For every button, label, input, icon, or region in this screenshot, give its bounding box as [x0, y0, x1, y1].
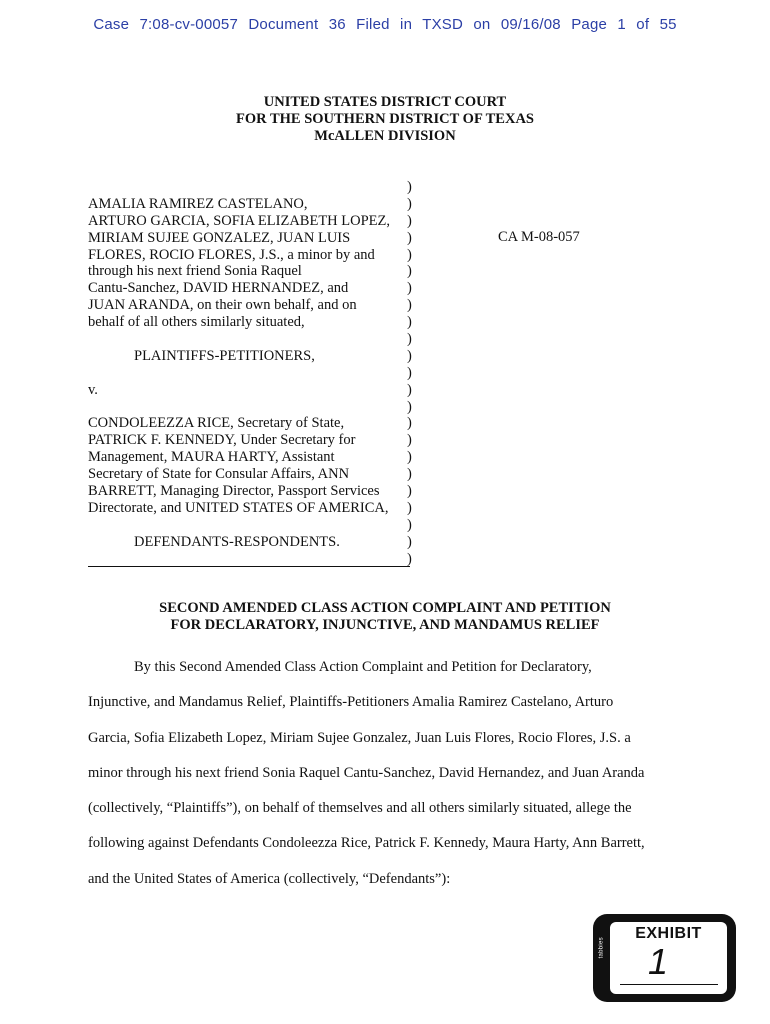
caption-paren: ): [407, 280, 412, 297]
caption-paren: ): [407, 449, 412, 466]
caption-paren: ): [407, 516, 412, 533]
exhibit-sticker: [593, 914, 736, 1002]
complaint-intro-paragraph: [88, 650, 688, 897]
caption-paren: ): [407, 229, 412, 246]
exhibit-label-area: [610, 922, 727, 994]
caption-line: [88, 551, 408, 568]
caption-paren: ): [407, 246, 412, 263]
body-line: minor through his next friend Sonia Raquel Cantu-Sanchez, David Hernandez, and Juan Aranda: [88, 764, 645, 781]
body-line: Injunctive, and Mandamus Relief, Plaintiffs-Petitioners Amalia Ramirez Castelano, Arturo: [88, 694, 614, 711]
body-line: (collectively, “Plaintiffs”), on behalf of themselves and all others similarly situated, allege the: [88, 800, 632, 817]
caption-line: PATRICK F. KENNEDY, Under Secretary for: [88, 432, 356, 449]
caption-line: through his next friend Sonia Raquel: [88, 263, 302, 280]
caption-paren: ): [407, 432, 412, 449]
exhibit-brand-mark: tabbies: [598, 937, 605, 959]
case-caption-parties: [88, 179, 408, 567]
caption-paren: ): [407, 297, 412, 314]
caption-paren: ): [407, 179, 412, 195]
caption-line: BARRETT, Managing Director, Passport Services: [88, 483, 380, 500]
caption-paren: ): [407, 398, 412, 415]
caption-paren: ): [407, 533, 412, 550]
caption-paren: ): [407, 483, 412, 500]
court-heading-line-1: UNITED STATES DISTRICT COURT: [263, 94, 507, 110]
caption-line: MIRIAM SUJEE GONZALEZ, JUAN LUIS: [88, 229, 351, 246]
court-heading-line-3: McALLEN DIVISION: [314, 128, 456, 144]
plaintiffs-label: PLAINTIFFS-PETITIONERS,: [134, 347, 315, 364]
caption-line: Management, MAURA HARTY, Assistant: [88, 449, 335, 466]
caption-line: Secretary of State for Consular Affairs, ANN: [88, 466, 350, 483]
body-line: Garcia, Sofia Elizabeth Lopez, Miriam Sujee Gonzalez, Juan Luis Flores, Rocio Flores, J.S. a: [88, 729, 631, 746]
caption-paren: ): [407, 195, 412, 212]
caption-line: [88, 331, 408, 348]
body-line: By this Second Amended Class Action Complaint and Petition for Declaratory,: [134, 659, 592, 675]
document-title-line-2: FOR DECLARATORY, INJUNCTIVE, AND MANDAMUS RELIEF: [170, 617, 600, 633]
caption-line: [88, 399, 408, 416]
caption-line: Cantu-Sanchez, DAVID HERNANDEZ, and: [88, 280, 349, 297]
caption-paren: ): [407, 550, 412, 567]
caption-paren: ): [407, 331, 412, 348]
caption-paren: ): [407, 212, 412, 229]
court-heading: [0, 94, 770, 145]
defendants-label: DEFENDANTS-RESPONDENTS.: [134, 533, 340, 550]
caption-line: CONDOLEEZZA RICE, Secretary of State,: [88, 415, 345, 432]
caption-line: ARTURO GARCIA, SOFIA ELIZABETH LOPEZ,: [88, 212, 391, 229]
caption-underline: [88, 566, 410, 567]
caption-paren: ): [407, 415, 412, 432]
caption-paren: ): [407, 314, 412, 331]
document-title-line-1: SECOND AMENDED CLASS ACTION COMPLAINT AND PETITION: [159, 600, 611, 616]
body-line: following against Defendants Condoleezza Rice, Patrick F. Kennedy, Maura Harty, Ann Barrett,: [88, 835, 645, 852]
caption-paren: ): [407, 499, 412, 516]
caption-paren: ): [407, 364, 412, 381]
exhibit-number: 1: [648, 941, 669, 982]
court-heading-line-2: FOR THE SOUTHERN DISTRICT OF TEXAS: [235, 111, 534, 127]
caption-line: FLORES, ROCIO FLORES, J.S., a minor by and: [88, 246, 375, 263]
case-number: CA M-08-057: [498, 229, 580, 245]
caption-line: JUAN ARANDA, on their own behalf, and on: [88, 297, 357, 314]
caption-line: Directorate, and UNITED STATES OF AMERICA,: [88, 499, 389, 516]
body-line: and the United States of America (collectively, “Defendants”):: [88, 870, 451, 887]
caption-line: [88, 179, 408, 196]
filing-header-stamp: Case 7:08-cv-00057 Document 36 Filed in TXSD on 09/16/08 Page 1 of 55: [93, 16, 677, 33]
caption-line: AMALIA RAMIREZ CASTELANO,: [88, 195, 308, 212]
caption-paren: ): [407, 381, 412, 398]
caption-paren: ): [407, 466, 412, 483]
exhibit-signature-line: [620, 984, 718, 985]
caption-paren-column: [407, 179, 417, 567]
caption-line: [88, 365, 408, 382]
caption-line: [88, 517, 408, 534]
versus-label: v.: [88, 381, 98, 398]
caption-line: behalf of all others similarly situated,: [88, 314, 305, 331]
caption-paren: ): [407, 263, 412, 280]
document-title: [0, 600, 770, 634]
exhibit-label: EXHIBIT: [635, 925, 702, 942]
caption-paren: ): [407, 347, 412, 364]
